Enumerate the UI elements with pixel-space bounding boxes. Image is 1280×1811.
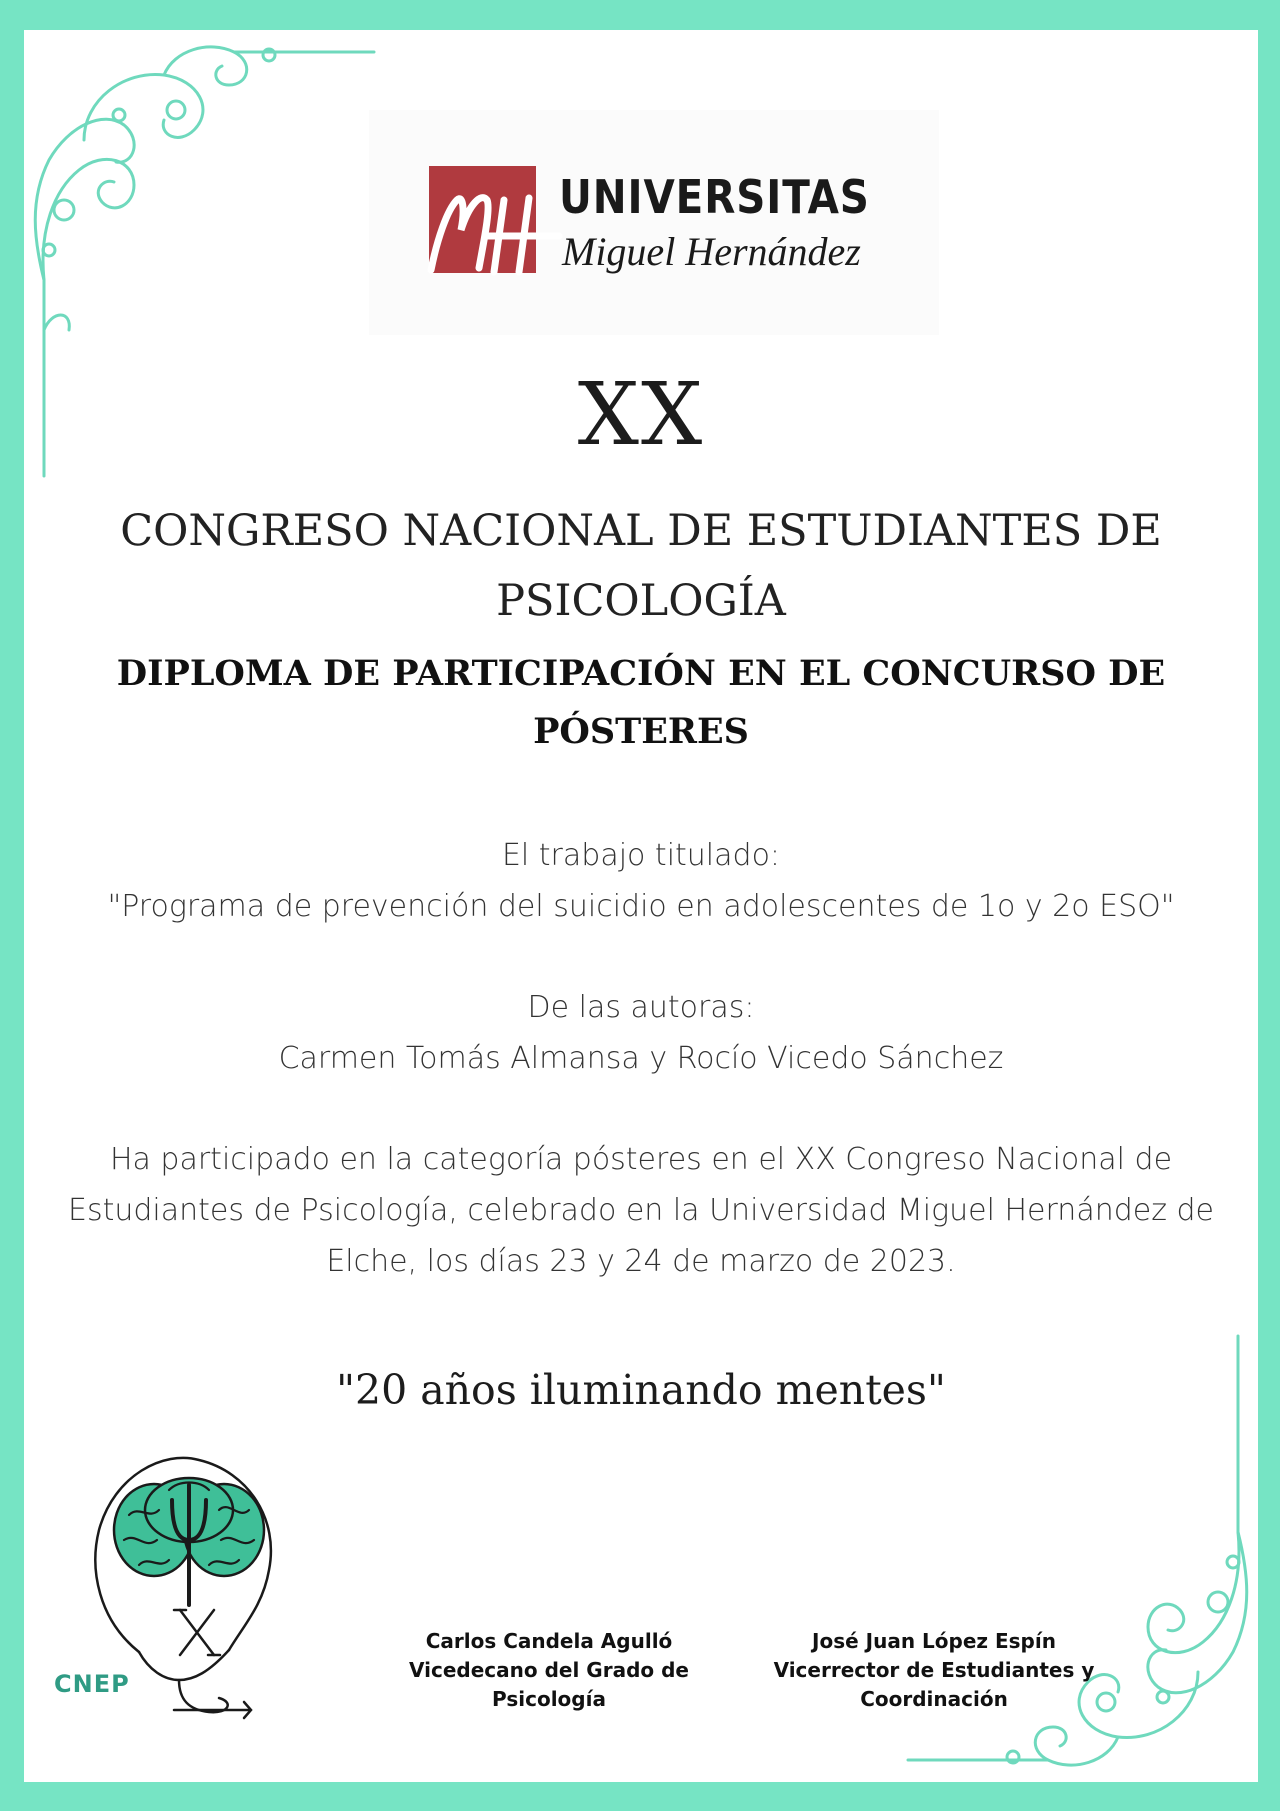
congress-title: CONGRESO NACIONAL DE ESTUDIANTES DE PSICOLOGÍA xyxy=(120,506,1162,626)
signatory-2-name: José Juan López Espín xyxy=(812,1629,1056,1653)
university-name-line2: Miguel Hernández xyxy=(562,229,861,274)
signatory-1-role: Vicedecano del Grado de Psicología xyxy=(409,1658,689,1711)
diploma-title: DIPLOMA DE PARTICIPACIÓN EN EL CONCURSO DE PÓSTERES xyxy=(116,653,1166,752)
slogan: "20 años iluminando mentes" xyxy=(336,1366,946,1414)
edition-number: XX xyxy=(577,365,705,465)
diploma-page xyxy=(24,30,1258,1782)
work-label: El trabajo titulado: xyxy=(501,838,781,873)
signatory-1-name: Carlos Candela Agulló xyxy=(425,1629,673,1653)
signatory-1 xyxy=(379,1627,719,1714)
signatory-2-role: Vicerrector de Estudiantes y Coordinación xyxy=(773,1658,1095,1711)
university-mh-icon xyxy=(409,160,569,290)
authors-label: De las autoras: xyxy=(527,990,755,1025)
cnep-logo-text: CNEP xyxy=(54,1670,130,1698)
work-title: "Programa de prevención del suicidio en adolescentes de 1o y 2o ESO" xyxy=(107,889,1175,924)
university-name-line1: UNIVERSITAS xyxy=(559,170,870,224)
psi-icon xyxy=(164,1480,214,1610)
cnep-x-mark xyxy=(172,1605,222,1660)
participation-statement: Ha participado en la categoría pósteres en el XX Congreso Nacional de Estudiantes de Psicología, celebrado en la Universidad Miguel Hernández de Elche, los días 23 y 24 de marzo de 2023. xyxy=(67,1142,1215,1279)
signatory-2 xyxy=(764,1627,1104,1714)
authors-names: Carmen Tomás Almansa y Rocío Vicedo Sánchez xyxy=(278,1041,1004,1076)
